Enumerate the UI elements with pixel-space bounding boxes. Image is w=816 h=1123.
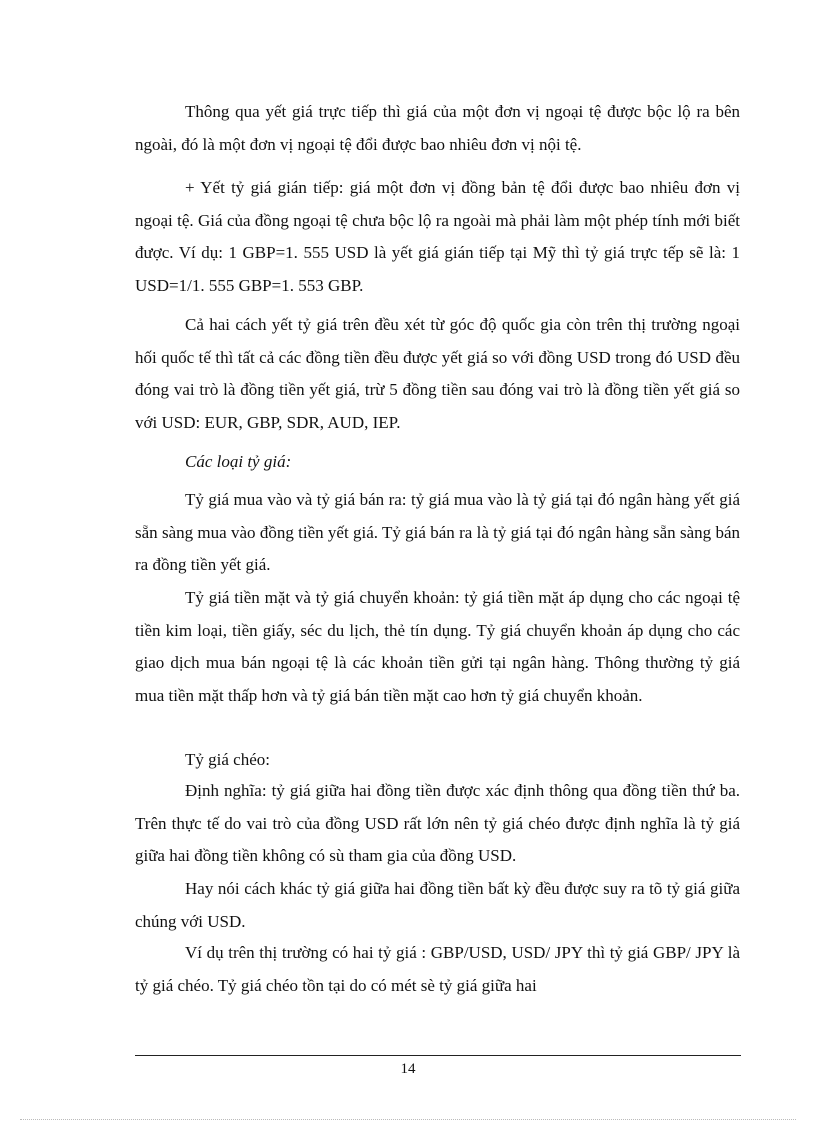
- paragraph-cash-transfer-rate: Tỷ giá tiền mặt và tỷ giá chuyển khoản: tỷ giá tiền mặt áp dụng cho các ngoại tệ tiền kim loại, tiền giấy, séc du lịch, thẻ tín dụng. Tỷ giá chuyển khoản áp dụng cho các giao dịch mua bán ngoại tệ là các khoản tiền gửi tại ngân hàng. Thông thường tỷ giá mua tiền mặt thấp hơn và tỷ giá bán tiền mặt cao hơn tỷ giá chuyển khoản.: [135, 588, 740, 705]
- footer-divider: [135, 1055, 741, 1056]
- page-bottom-border: [20, 1119, 796, 1120]
- paragraph-international-market: Cả hai cách yết tỷ giá trên đều xét từ góc độ quốc gia còn trên thị trường ngoại hối quốc tế thì tất cả các đồng tiền đều được yết giá so với đồng USD trong đó USD đều đóng vai trò là đồng tiền yết giá, trừ 5 đồng tiền sau đóng vai trò là đồng tiền yết giá so với USD: EUR, GBP, SDR, AUD, IEP.: [135, 315, 740, 432]
- heading-types-of-rates: [135, 446, 740, 479]
- paragraph-cross-rate-derivation: Hay nói cách khác tỷ giá giữa hai đồng tiền bất kỳ đều được suy ra tõ tỷ giá giữa chúng với USD.: [135, 879, 740, 931]
- paragraph-direct-quote: Thông qua yết giá trực tiếp thì giá của một đơn vị ngoại tệ được bộc lộ ra bên ngoài, đó là một đơn vị ngoại tệ đổi được bao nhiêu đơn vị nội tệ.: [135, 102, 740, 154]
- paragraph-indirect-quote: + Yết tỷ giá gián tiếp: giá một đơn vị đồng bản tệ đổi được bao nhiêu đơn vị ngoại tệ. Giá của đồng ngoại tệ chưa bộc lộ ra ngoài mà phải làm một phép tính mới biết được. Ví dụ: 1 GBP=1. 555 USD là yết giá gián tiếp tại Mỹ thì tỷ giá trực tếp sẽ là: 1 USD=1/1. 555 GBP=1. 553 GBP.: [135, 178, 740, 295]
- heading-cross-rate: Tỷ giá chéo:: [185, 750, 270, 769]
- paragraph-buy-sell-rate: Tỷ giá mua vào và tỷ giá bán ra: tỷ giá mua vào là tỷ giá tại đó ngân hàng yết giá sẵn sàng mua vào đồng tiền yết giá. Tỷ giá bán ra là tỷ giá tại đó ngân hàng sẵn sàng bán ra đồng tiền yết giá.: [135, 490, 740, 574]
- page-number: 14: [400, 1061, 416, 1077]
- heading-types-of-rates-text: Các loại tỷ giá:: [185, 452, 292, 471]
- paragraph-cross-rate-example: Ví dụ trên thị trường có hai tỷ giá : GBP/USD, USD/ JPY thì tỷ giá GBP/ JPY là tỷ giá chéo. Tỷ giá chéo tồn tại do có mét sè tỷ giá giữa hai: [135, 943, 740, 995]
- paragraph-cross-rate-definition: Định nghĩa: tỷ giá giữa hai đồng tiền được xác định thông qua đồng tiền thứ ba. Trên thực tế do vai trò của đồng USD rất lớn nên tỷ giá chéo được định nghĩa là tỷ giá giữa hai đồng tiền không có sù tham gia của đồng USD.: [135, 781, 740, 865]
